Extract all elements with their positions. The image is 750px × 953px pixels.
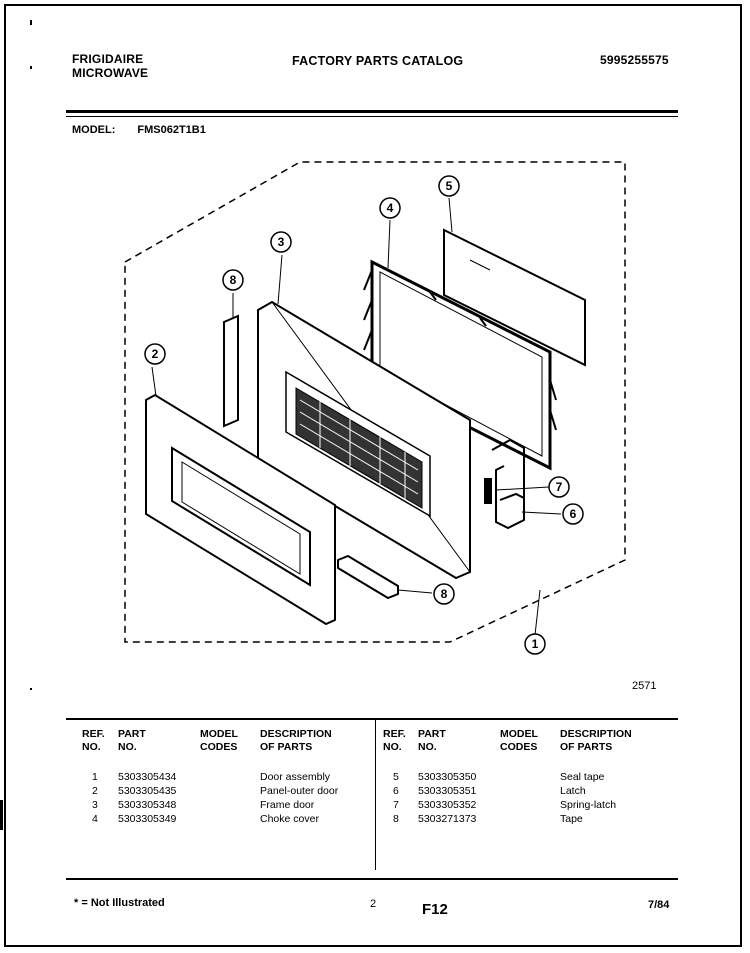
- row-desc: Panel-outer door: [260, 785, 339, 797]
- col-part-left: PART NO.: [118, 728, 146, 753]
- row-ref: 4: [92, 813, 98, 825]
- callout-1: 1: [531, 637, 539, 651]
- footer-rule: [66, 878, 678, 880]
- scan-mark: [30, 66, 32, 69]
- row-ref: 8: [393, 813, 399, 825]
- row-desc: Frame door: [260, 799, 315, 811]
- row-part: 5303305350: [418, 771, 477, 783]
- row-desc: Tape: [560, 813, 583, 825]
- part-seal-tape: [444, 230, 585, 365]
- row-ref: 3: [92, 799, 98, 811]
- col-ref-right: REF. NO.: [383, 728, 406, 753]
- row-part: 5303305351: [418, 785, 477, 797]
- row-part: 5303305435: [118, 785, 177, 797]
- row-desc: Seal tape: [560, 771, 605, 783]
- col-desc-right: DESCRIPTION OF PARTS: [560, 728, 632, 753]
- part-tape-upper: [224, 316, 238, 426]
- row-ref: 2: [92, 785, 98, 797]
- callout-8-lower: 8: [440, 587, 448, 601]
- col-part-right: PART NO.: [418, 728, 446, 753]
- col-desc-left: DESCRIPTION OF PARTS: [260, 728, 332, 753]
- row-desc: Latch: [560, 785, 586, 797]
- row-ref: 1: [92, 771, 98, 783]
- scan-mark: [0, 800, 3, 830]
- callout-2: 2: [151, 347, 159, 361]
- callout-8-upper: 8: [229, 273, 237, 287]
- callout-7: 7: [555, 480, 563, 494]
- row-part: 5303305348: [118, 799, 177, 811]
- row-ref: 7: [393, 799, 399, 811]
- product-name: MICROWAVE: [72, 66, 149, 80]
- callout-5: 5: [445, 179, 453, 193]
- row-part: 5303271373: [418, 813, 477, 825]
- callout-3: 3: [277, 235, 285, 249]
- table-divider: [375, 720, 376, 870]
- row-ref: 6: [393, 785, 399, 797]
- scan-mark: [30, 688, 32, 690]
- revision-date: 7/84: [648, 899, 670, 911]
- row-part: 5303305352: [418, 799, 477, 811]
- catalog-number: 5995255575: [600, 53, 669, 67]
- scan-mark: [30, 20, 32, 25]
- illustration-number: 2571: [632, 680, 657, 692]
- row-desc: Choke cover: [260, 813, 319, 825]
- col-ref-left: REF. NO.: [82, 728, 105, 753]
- model-value: FMS062T1B1: [137, 124, 206, 136]
- callout-6: 6: [569, 507, 577, 521]
- page-title: FACTORY PARTS CATALOG: [292, 54, 464, 68]
- row-desc: Door assembly: [260, 771, 331, 783]
- brand-name: FRIGIDAIRE: [72, 52, 144, 66]
- table-top-rule: [66, 718, 678, 720]
- part-spring-latch: [484, 478, 492, 504]
- col-codes-left: MODEL CODES: [200, 728, 238, 753]
- part-tape-lower: [338, 556, 398, 598]
- model-label: MODEL:: [72, 124, 116, 136]
- row-desc: Spring-latch: [560, 799, 617, 811]
- col-codes-right: MODEL CODES: [500, 728, 538, 753]
- callout-4: 4: [386, 201, 394, 215]
- not-illustrated-note: * = Not Illustrated: [74, 897, 165, 909]
- section-code: F12: [422, 901, 448, 918]
- row-ref: 5: [393, 771, 399, 783]
- page-number: 2: [370, 898, 377, 910]
- row-part: 5303305349: [118, 813, 177, 825]
- row-part: 5303305434: [118, 771, 177, 783]
